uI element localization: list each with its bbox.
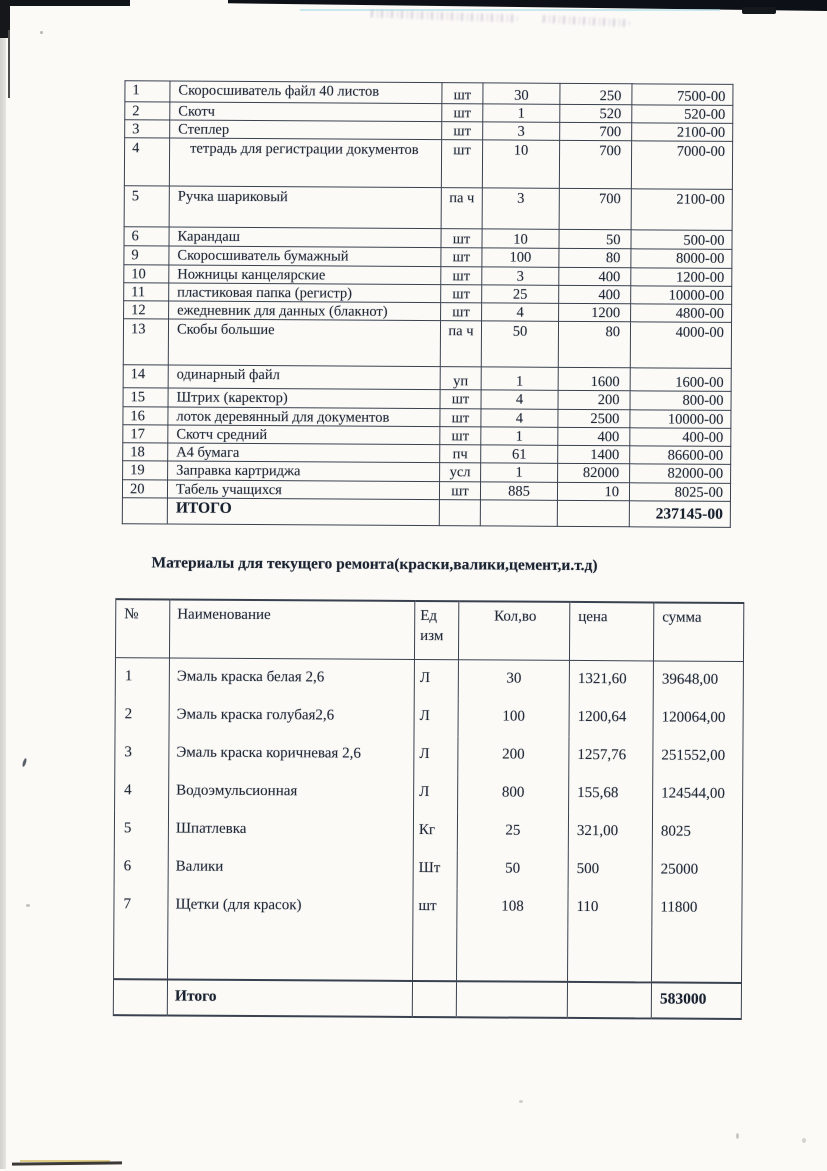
row-number: 2 [115,696,169,734]
row-number: 17 [123,425,168,444]
header-number: № [115,599,169,658]
item-price: 82000 [558,464,630,483]
row-number: 20 [122,479,167,498]
item-quantity: 3 [483,122,560,141]
materials-table-row [114,810,742,852]
materials-section-title: Материалы для текущего ремонта(краски,валики,цемент,и.т.д) [151,554,598,575]
row-number: 13 [123,319,168,365]
item-name: Эмаль краска коричневая 2,6 [169,734,414,773]
item-unit: пч [440,445,481,463]
item-price: 110 [568,888,652,927]
item-quantity: 10 [482,229,559,248]
item-quantity: 25 [482,285,559,304]
item-name: Скобы большие [168,319,440,367]
item-name: Карандаш [169,227,441,248]
item-unit: шт [441,266,482,284]
item-quantity: 1 [481,427,558,446]
item-sum: 2100-00 [632,123,733,142]
item-name: одинарный файл [168,365,440,390]
item-quantity: 108 [457,888,568,927]
item-name: Скотч средний [168,425,440,445]
item-unit: Л [414,697,458,735]
item-sum: 120064,00 [653,699,743,738]
item-sum: 11800 [652,889,742,928]
materials-table-header [115,599,743,661]
header-name: Наименование [169,599,414,659]
item-name: Эмаль краска голубая2,6 [169,696,414,735]
materials-total-row [113,979,741,1019]
item-quantity: 25 [457,812,568,851]
item-quantity: 1 [481,463,558,482]
item-name: Водоэмульсионная [169,772,414,811]
item-quantity: 30 [458,660,569,699]
row-number: 3 [125,120,170,139]
item-price: 1321,60 [569,660,653,699]
materials-total-sum: 583000 [651,982,741,1019]
materials-table-row [114,848,742,890]
row-number: 18 [123,443,168,462]
item-unit: Кг [413,811,457,849]
item-name: А4 бумага [168,443,440,463]
supplies-table-row [124,138,732,190]
item-sum: 400-00 [630,428,731,447]
item-quantity: 4 [482,303,559,322]
row-number: 16 [123,406,168,425]
item-name: Щетки (для красок) [168,886,413,925]
item-sum: 124544,00 [653,775,743,814]
item-sum: 25000 [652,851,742,890]
row-number: 4 [115,772,169,810]
row-number: 6 [114,848,168,886]
item-sum: 10000-00 [631,286,732,305]
item-price: 500 [568,850,652,889]
item-unit: па ч [440,321,481,367]
row-number: 19 [123,461,168,480]
header-quantity: Кол,во [458,601,569,660]
row-number: 6 [124,227,169,246]
header-unit: Ед изм [414,601,458,660]
item-price: 200 [558,391,630,410]
item-price: 1257,76 [569,736,653,775]
item-sum: 39648,00 [653,661,743,700]
item-unit: шт [441,248,482,266]
item-quantity: 50 [457,850,568,889]
item-name: Заправка картриджа [168,461,440,481]
item-price: 1400 [558,445,630,464]
item-name: Валики [168,848,413,887]
row-number: 5 [124,186,169,227]
row-number: 1 [125,81,170,102]
item-unit: Л [414,659,458,697]
item-unit: шт [441,140,482,188]
item-unit: шт [440,427,481,445]
item-unit: шт [442,83,483,104]
item-unit: шт [442,104,483,122]
item-price: 400 [559,267,631,286]
materials-table [113,598,745,1019]
supplies-total-label: ИТОГО [167,498,439,526]
item-quantity: 885 [480,481,557,500]
row-number: 9 [124,246,169,265]
item-unit: Шт [413,849,457,887]
item-sum: 82000-00 [630,464,731,483]
item-quantity: 200 [458,736,569,775]
item-unit: па ч [441,188,482,229]
item-sum: 4000-00 [630,322,731,369]
item-price: 80 [559,249,631,268]
item-name: лоток деревянный для документов [168,407,440,427]
item-sum: 86600-00 [630,446,731,465]
row-number: 15 [123,388,168,407]
row-number: 4 [124,138,169,186]
item-price: 1200 [559,304,631,323]
header-sum: сумма [653,602,743,661]
item-price: 50 [559,230,631,249]
supplies-total-row [122,498,730,528]
item-price: 520 [560,104,632,123]
item-quantity: 1 [483,104,560,123]
item-name: пластиковая папка (регистр) [169,283,441,303]
item-sum: 520-00 [632,105,733,124]
item-sum: 10000-00 [630,409,731,428]
item-name: тетрадь для регистрации документов [169,138,441,188]
item-unit: шт [441,303,482,321]
item-name: Шпатлевка [168,810,413,849]
item-name: Ручка шариковый [169,186,441,229]
row-number: 11 [124,283,169,302]
item-unit: Л [414,735,458,773]
item-name: Скотч [170,102,442,122]
item-quantity: 61 [481,445,558,464]
item-name: Скоросшиватель бумажный [169,246,441,266]
item-sum: 800-00 [630,391,731,410]
item-quantity: 1 [481,367,558,390]
materials-total-label: Итого [167,979,412,1016]
row-number: 3 [115,734,169,772]
item-price: 400 [559,285,631,304]
item-unit: Л [414,773,458,811]
item-sum: 500-00 [631,230,732,250]
header-price: цена [569,602,653,661]
item-price: 700 [559,189,631,230]
item-quantity: 10 [482,140,559,188]
row-number: 12 [124,301,169,320]
item-name: Ножницы канцелярские [169,265,441,285]
supplies-total-sum: 237145-00 [629,501,730,528]
supplies-table [122,80,734,528]
item-sum: 8025-00 [629,482,730,501]
item-quantity: 100 [458,698,569,737]
item-unit: шт [413,887,457,925]
materials-table-row [115,658,743,700]
item-quantity: 30 [483,83,560,104]
item-unit: уп [440,367,481,390]
item-sum: 7000-00 [631,141,732,190]
item-price: 700 [559,141,631,189]
item-quantity: 4 [481,390,558,409]
item-name: Табель учащихся [167,480,439,500]
row-number: 7 [114,886,168,924]
item-price: 400 [558,427,630,446]
item-price: 700 [560,123,632,142]
item-sum: 4800-00 [631,304,732,323]
item-price: 321,00 [568,812,652,851]
row-number: 2 [125,102,170,121]
item-quantity: 100 [482,248,559,267]
item-quantity: 800 [458,774,569,813]
item-price: 250 [560,83,632,104]
item-unit: шт [441,229,482,248]
item-price: 155,68 [569,774,653,813]
item-price: 2500 [558,409,630,428]
supplies-table-row [124,186,732,231]
item-name: ежедневник для данных (блакнот) [169,301,441,321]
item-sum: 251552,00 [653,737,743,776]
item-price: 1600 [558,368,630,391]
row-number: 10 [124,264,169,283]
row-number: 14 [123,365,168,388]
item-quantity: 50 [481,321,558,367]
item-quantity: 3 [482,267,559,286]
item-sum: 8025 [652,813,742,852]
item-price: 10 [557,482,629,501]
row-number: 5 [114,810,168,848]
materials-table-row [115,696,743,738]
item-sum: 7500-00 [632,84,733,106]
item-price: 1200,64 [569,698,653,737]
item-name: Степлер [170,120,442,140]
materials-table-row [115,772,743,814]
empty-spacer-row [114,924,742,983]
item-name: Скоросшиватель файл 40 листов [170,81,442,104]
item-unit: шт [442,122,483,140]
item-sum: 2100-00 [631,189,732,231]
materials-table-row [115,734,743,776]
item-unit: шт [440,390,481,408]
item-unit: шт [440,408,481,426]
item-name: Эмаль краска белая 2,6 [169,658,414,697]
item-unit: шт [441,285,482,303]
row-number: 1 [115,658,169,696]
item-unit: шт [439,481,480,499]
materials-table-row [114,886,742,928]
supplies-table-row [123,319,731,369]
item-quantity: 4 [481,409,558,428]
item-quantity: 3 [482,188,559,229]
item-unit: усл [440,463,481,481]
item-name: Штрих (каректор) [168,388,440,408]
item-price: 80 [558,322,630,368]
item-sum: 1200-00 [631,267,732,286]
item-sum: 8000-00 [631,249,732,268]
item-sum: 1600-00 [630,368,731,392]
